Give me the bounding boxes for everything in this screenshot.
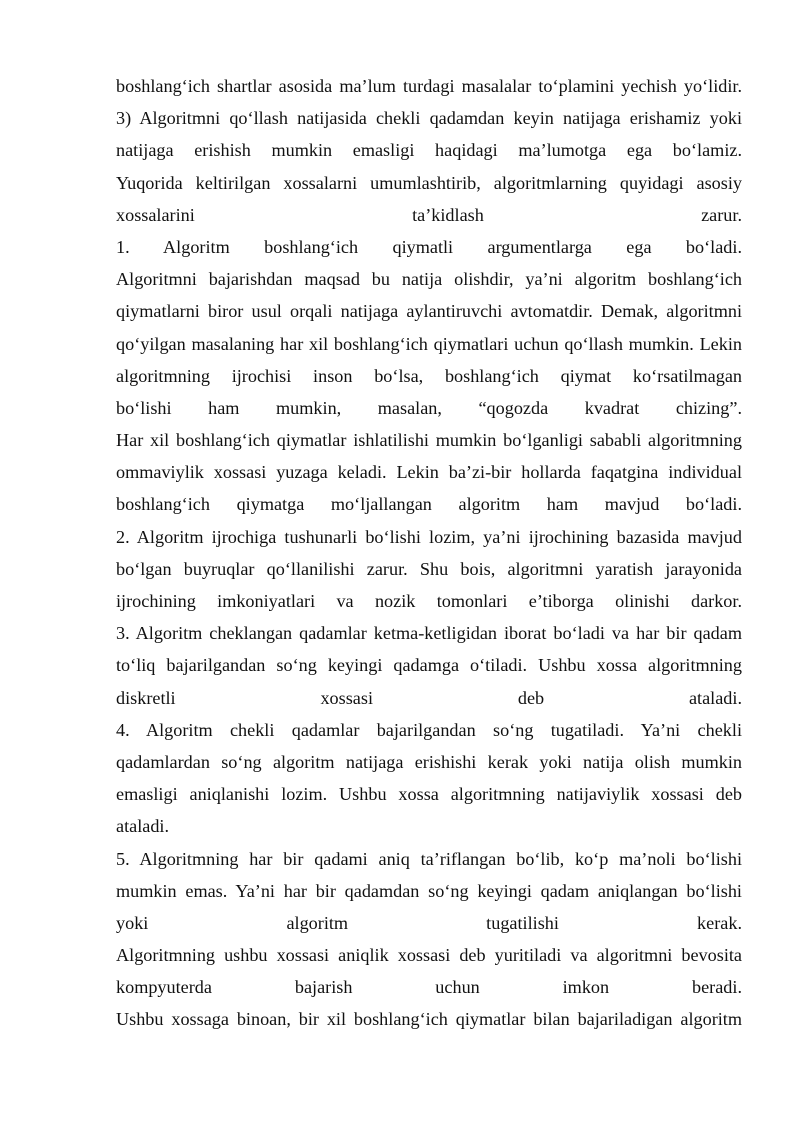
text-line: 5. Algoritmning har bir qadami aniq ta’riflangan bo‘lib, ko‘p ma’noli bo‘lishi — [116, 848, 742, 869]
text-line: 3. Algoritm cheklangan qadamlar ketma-ketligidan iborat bo‘ladi va har bir qadam — [116, 623, 742, 644]
text-line: bo‘lishi ham mumkin, masalan, “qogozda kvadrat chizing”. — [116, 397, 742, 418]
text-line: 3) Algoritmni qo‘llash natijasida chekli qadamdan keyin natijaga erishamiz yoki — [116, 108, 742, 129]
text-line: Yuqorida keltirilgan xossalarni umumlashtirib, algoritmlarning quyidagi asosiy — [116, 172, 742, 193]
text-line: 1. Algoritm boshlang‘ich qiymatli argumentlarga ega bo‘ladi. — [116, 236, 742, 257]
text-line: 4. Algoritm chekli qadamlar bajarilgandan so‘ng tugatiladi. Ya’ni chekli — [116, 719, 742, 740]
text-line: algoritmning ijrochisi inson bo‘lsa, boshlang‘ich qiymat ko‘rsatilmagan — [116, 365, 742, 386]
text-line: kompyuterda bajarish uchun imkon beradi. — [116, 977, 742, 998]
text-line: qadamlardan so‘ng algoritm natijaga erishishi kerak yoki natija olish mumkin — [116, 751, 742, 772]
text-line: Har xil boshlang‘ich qiymatlar ishlatilishi mumkin bo‘lganligi sababli algoritmning — [116, 430, 742, 451]
text-line: xossalarini ta’kidlash zarur. — [116, 204, 742, 225]
text-line: Algoritmning ushbu xossasi aniqlik xossasi deb yuritiladi va algoritmni bevosita — [116, 945, 742, 966]
text-line: diskretli xossasi deb ataladi. — [116, 687, 742, 708]
text-line: qo‘yilgan masalaning har xil boshlang‘ich qiymatlari uchun qo‘llash mumkin. Lekin — [116, 333, 742, 354]
text-line: ijrochining imkoniyatlari va nozik tomonlari e’tiborga olinishi darkor. — [116, 591, 742, 611]
text-line: emasligi aniqlanishi lozim. Ushbu xossa algoritmning natijaviylik xossasi deb — [116, 784, 742, 805]
text-line: ommaviylik xossasi yuzaga keladi. Lekin ba’zi-bir hollarda faqatgina individual — [116, 462, 742, 483]
text-line: Algoritmni bajarishdan maqsad bu natija olishdir, ya’ni algoritm boshlang‘ich — [116, 269, 742, 290]
text-line: bo‘lgan buyruqlar qo‘llanilishi zarur. Shu bois, algoritmni yaratish jarayonida — [116, 558, 742, 579]
document-body — [116, 70, 742, 1036]
text-line: boshlang‘ich qiymatga mo‘ljallangan algoritm ham mavjud bo‘ladi. — [116, 494, 742, 515]
text-line: to‘liq bajarilgandan so‘ng keyingi qadamga o‘tiladi. Ushbu xossa algoritmning — [116, 655, 742, 676]
text-line: yoki algoritm tugatilishi kerak. — [116, 912, 742, 933]
text-line: 2. Algoritm ijrochiga tushunarli bo‘lishi lozim, ya’ni ijrochining bazasida mavjud — [116, 526, 742, 547]
text-line: natijaga erishish mumkin emasligi haqidagi ma’lumotga ega bo‘lamiz. — [116, 140, 742, 161]
text-line: boshlang‘ich shartlar asosida ma’lum turdagi masalalar to‘plamini yechish yo‘lidir. — [116, 76, 742, 96]
text-line: Ushbu xossaga binoan, bir xil boshlang‘ich qiymatlar bilan bajariladigan algoritm — [116, 1009, 742, 1030]
text-line: qiymatlarni biror usul orqali natijaga aylantiruvchi avtomatdir. Demak, algoritmni — [116, 301, 742, 322]
text-line: mumkin emas. Ya’ni har bir qadamdan so‘ng keyingi qadam aniqlangan bo‘lishi — [116, 880, 742, 901]
text-line: ataladi. — [116, 816, 170, 837]
